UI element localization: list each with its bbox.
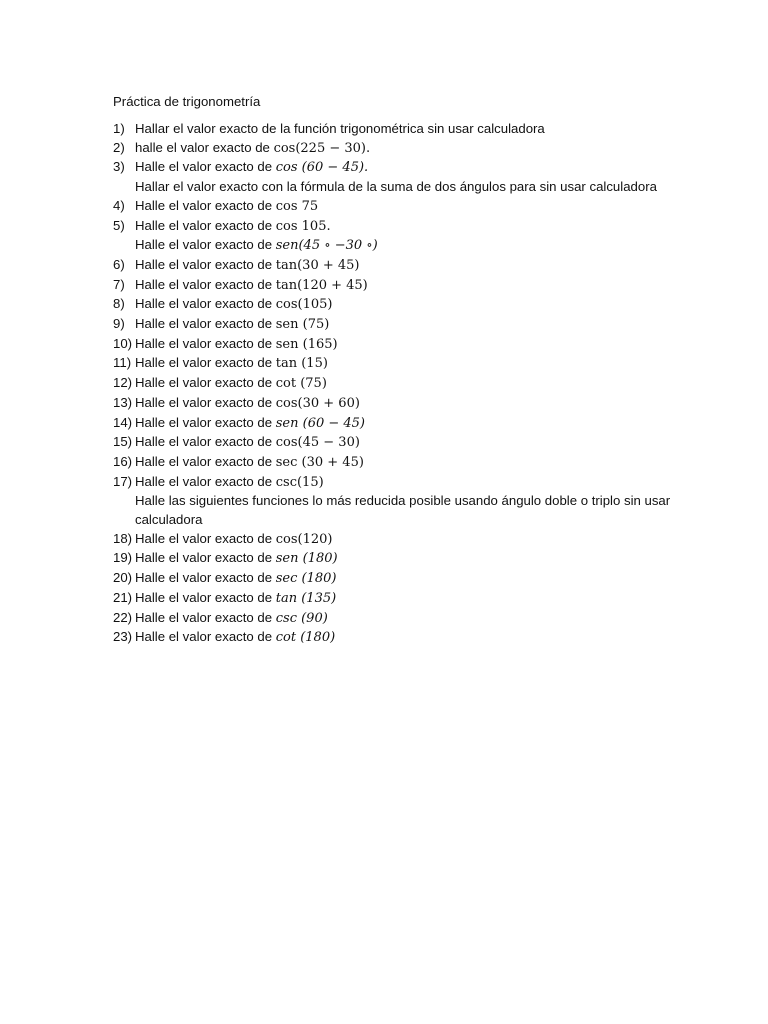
note-text: Hallar el valor exacto con la fórmula de la suma de dos ángulos para sin usar calculadora	[135, 179, 657, 195]
section-note	[113, 178, 713, 197]
exercise-list	[113, 120, 713, 648]
item-text: Halle el valor exacto de	[135, 256, 276, 272]
list-item	[113, 295, 713, 315]
item-number: 16)	[113, 453, 133, 469]
list-item	[113, 197, 713, 217]
item-number: 10)	[113, 335, 133, 351]
list-item	[113, 158, 713, 178]
list-item	[113, 374, 713, 394]
item-text: Hallar el valor exacto de la función trigonométrica sin usar calculadora	[135, 121, 545, 136]
list-item	[113, 628, 713, 648]
item-text-block	[135, 217, 713, 237]
item-text-block	[135, 530, 713, 550]
item-text-block	[135, 473, 713, 493]
item-text: Halle el valor exacto de	[135, 609, 276, 625]
item-text-block	[135, 295, 713, 315]
item-text-block	[135, 549, 713, 569]
math-expression: tan(120 + 45)	[275, 277, 368, 293]
item-number: 17)	[113, 473, 133, 489]
math-expression: sen (60 − 45)	[275, 415, 366, 431]
item-text: Halle el valor exacto de	[135, 296, 276, 312]
item-text-block	[135, 315, 713, 335]
item-text: Halle el valor exacto de	[135, 276, 276, 292]
math-expression: cos(105)	[275, 297, 333, 313]
list-item	[113, 335, 713, 355]
item-text-block	[135, 414, 713, 434]
item-number: 7)	[113, 276, 125, 292]
item-text: Halle el valor exacto de	[135, 375, 276, 391]
list-item	[113, 217, 713, 237]
math-expression: sen(45 ∘ −30 ∘)	[275, 238, 378, 254]
list-item	[113, 609, 713, 629]
item-text: Halle el valor exacto de	[135, 434, 276, 450]
math-expression: tan (15)	[275, 356, 328, 372]
item-number: 2)	[113, 139, 125, 155]
item-text-block	[135, 276, 713, 296]
item-text-block	[135, 589, 713, 609]
item-text-block	[135, 374, 713, 394]
item-number: 21)	[113, 589, 133, 605]
item-text-block	[135, 609, 713, 629]
item-text: Halle el valor exacto de	[135, 159, 276, 175]
math-expression: cos(225 − 30).	[273, 140, 371, 156]
item-text: Halle el valor exacto de	[135, 453, 276, 469]
item-number: 23)	[113, 629, 133, 645]
item-text-block	[135, 453, 713, 473]
item-text-block	[135, 335, 713, 355]
list-item	[113, 256, 713, 276]
item-text-block	[135, 394, 713, 414]
item-text-block	[135, 433, 713, 453]
math-expression: sen (165)	[275, 336, 338, 352]
math-expression: csc(15)	[275, 474, 324, 490]
item-text: Halle el valor exacto de	[135, 394, 276, 410]
math-expression: csc (90)	[275, 610, 328, 626]
list-item	[113, 394, 713, 414]
item-number: 6)	[113, 256, 125, 272]
note-text: Halle el valor exacto de	[135, 237, 276, 253]
item-number: 13)	[113, 394, 133, 410]
item-number: 11)	[113, 355, 132, 371]
list-item	[113, 276, 713, 296]
item-text: Halle el valor exacto de	[135, 355, 276, 371]
item-number: 8)	[113, 296, 125, 312]
item-text: Halle el valor exacto de	[135, 414, 276, 430]
list-item	[113, 139, 713, 159]
item-text: Halle el valor exacto de	[135, 217, 276, 233]
item-number: 4)	[113, 197, 125, 213]
list-item	[113, 569, 713, 589]
math-expression: cot (180)	[275, 630, 336, 646]
list-item	[113, 589, 713, 609]
item-number: 15)	[113, 434, 133, 450]
item-number: 9)	[113, 316, 125, 332]
math-expression: tan (135)	[275, 590, 337, 606]
item-number: 20)	[113, 570, 133, 586]
note-text: Halle las siguientes funciones lo más reducida posible usando ángulo doble o triplo sin usar calculadora	[135, 493, 671, 528]
item-text: Halle el valor exacto de	[135, 589, 276, 605]
list-item	[113, 473, 713, 493]
math-expression: sen (75)	[275, 317, 330, 333]
item-text-block	[135, 256, 713, 276]
list-item	[113, 530, 713, 550]
item-text: Halle el valor exacto de	[135, 570, 276, 586]
math-expression: tan(30 + 45)	[275, 257, 360, 273]
item-number: 18)	[113, 530, 133, 546]
item-text: Halle el valor exacto de	[135, 473, 276, 489]
list-item	[113, 453, 713, 473]
math-expression: cos(30 + 60)	[275, 395, 360, 411]
math-expression: cos (60 − 45).	[275, 160, 369, 176]
section-note	[113, 236, 713, 256]
list-item	[113, 433, 713, 453]
item-text: Halle el valor exacto de	[135, 530, 276, 546]
item-text-block	[135, 569, 713, 589]
math-expression: sen (180)	[275, 551, 338, 567]
math-expression: sec (30 + 45)	[275, 454, 364, 470]
math-expression: cos 75	[275, 198, 319, 214]
section-note	[113, 492, 713, 529]
item-number: 14)	[113, 414, 133, 430]
item-text: Halle el valor exacto de	[135, 629, 276, 645]
list-item	[113, 120, 713, 139]
item-number: 19)	[113, 550, 133, 566]
page-title: Práctica de trigonometría	[113, 94, 261, 109]
item-number: 3)	[113, 159, 125, 175]
item-number: 5)	[113, 217, 125, 233]
item-number: 12)	[113, 375, 133, 391]
item-text: Halle el valor exacto de	[135, 550, 276, 566]
math-expression: cot (75)	[275, 376, 327, 392]
item-number: 22)	[113, 609, 133, 625]
item-number: 1)	[113, 121, 125, 136]
math-expression: sec (180)	[275, 571, 337, 587]
list-item	[113, 549, 713, 569]
item-text: Halle el valor exacto de	[135, 335, 276, 351]
item-text: Halle el valor exacto de	[135, 316, 276, 332]
item-text-block	[135, 158, 713, 178]
list-item	[113, 354, 713, 374]
item-text-block	[135, 354, 713, 374]
list-item	[113, 315, 713, 335]
item-text: halle el valor exacto de	[135, 139, 274, 155]
item-text-block	[135, 120, 713, 139]
math-expression: cos(120)	[275, 531, 333, 547]
list-item	[113, 414, 713, 434]
item-text-block	[135, 628, 713, 648]
item-text-block	[135, 139, 713, 159]
math-expression: cos 105.	[275, 218, 331, 234]
item-text-block	[135, 197, 713, 217]
item-text: Halle el valor exacto de	[135, 197, 276, 213]
math-expression: cos(45 − 30)	[275, 435, 360, 451]
